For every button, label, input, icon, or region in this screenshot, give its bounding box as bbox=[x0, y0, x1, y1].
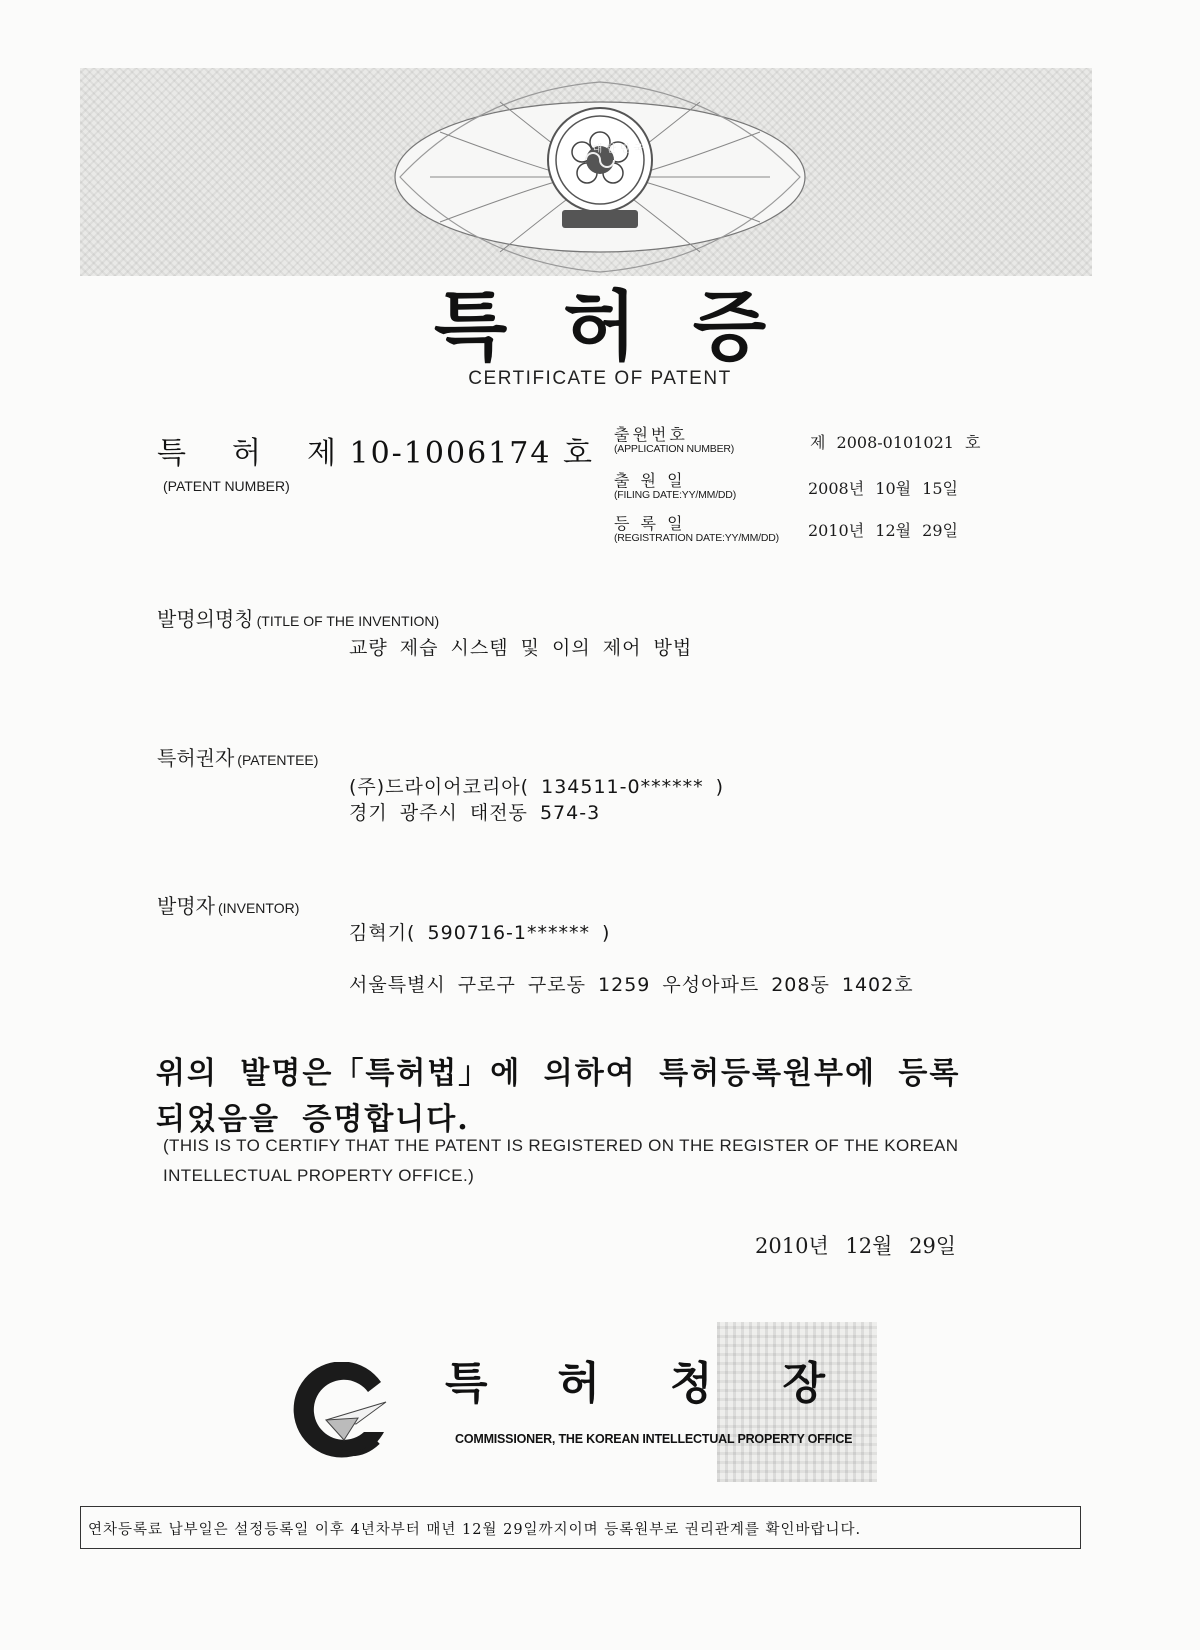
patent-je: 제 bbox=[306, 436, 338, 471]
annual-fee-notice: 연차등록료 납부일은 설정등록일 이후 4년차부터 매년 12월 29일까지이며 등록원부로 권리관계를 확인바랍니다. bbox=[80, 1506, 1081, 1549]
issue-date: 2010년 12월 29일 bbox=[755, 1234, 957, 1258]
commissioner-title: 특허청장 bbox=[445, 1358, 896, 1409]
registration-label-ko: 등 록 일 bbox=[614, 514, 686, 533]
patent-suffix: 호 bbox=[562, 436, 594, 471]
invention-heading bbox=[157, 603, 439, 632]
kipo-logo bbox=[286, 1362, 396, 1468]
certification-en-line1: (THIS IS TO CERTIFY THAT THE PATENT IS REGISTERED ON THE REGISTER OF THE KOREAN bbox=[163, 1136, 959, 1155]
patentee-label-en: (PATENTEE) bbox=[237, 752, 319, 768]
application-label-en: (APPLICATION NUMBER) bbox=[614, 443, 735, 455]
registration-date: 2010년 12월 29일 bbox=[808, 521, 958, 540]
patentee-heading bbox=[157, 742, 318, 771]
registration-label-en: (REGISTRATION DATE:YY/MM/DD) bbox=[614, 532, 779, 544]
inventor-name: 김혁기( 590716-1****** ) bbox=[349, 922, 611, 944]
commissioner-title-en: COMMISSIONER, THE KOREAN INTELLECTUAL PROPERTY OFFICE bbox=[455, 1432, 853, 1446]
inventor-label-ko: 발명자 bbox=[157, 894, 215, 918]
filing-label bbox=[614, 471, 736, 502]
application-label-ko: 출원번호 bbox=[614, 425, 688, 444]
inventor-heading bbox=[157, 890, 299, 919]
certification-en-line2: INTELLECTUAL PROPERTY OFFICE.) bbox=[163, 1166, 475, 1185]
certification-ko-line2: 되었음을 증명합니다. bbox=[156, 1102, 470, 1137]
emblem-ribbon-text: 대한민국 bbox=[592, 144, 648, 155]
patent-number-label-en: (PATENT NUMBER) bbox=[163, 478, 290, 494]
inventor-address: 서울특별시 구로구 구로동 1259 우성아파트 208동 1402호 bbox=[349, 974, 914, 996]
inventor-label-en: (INVENTOR) bbox=[217, 900, 300, 916]
certificate-title: 특허증 bbox=[433, 282, 823, 371]
certificate-title-en: CERTIFICATE OF PATENT bbox=[468, 368, 732, 389]
patentee-label-ko: 특허권자 bbox=[157, 746, 235, 770]
filing-label-en: (FILING DATE:YY/MM/DD) bbox=[614, 489, 736, 501]
invention-title: 교량 제습 시스템 및 이의 제어 방법 bbox=[349, 637, 693, 659]
filing-label-ko: 출 원 일 bbox=[614, 471, 686, 490]
patent-mid: 허 bbox=[231, 436, 263, 471]
patent-number-line bbox=[157, 428, 594, 472]
application-number: 제 2008-0101021 호 bbox=[810, 433, 981, 452]
registration-label bbox=[614, 514, 779, 545]
certification-ko-line1: 위의 발명은「특허법」에 의하여 특허등록원부에 등록 bbox=[156, 1056, 961, 1091]
national-emblem bbox=[380, 72, 820, 282]
patentee-address: 경기 광주시 태전동 574-3 bbox=[349, 802, 601, 824]
patent-number: 10-1006174 bbox=[349, 436, 552, 471]
invention-label-ko: 발명의명칭 bbox=[157, 607, 254, 631]
patent-prefix: 특 bbox=[157, 436, 188, 471]
invention-label-en: (TITLE OF THE INVENTION) bbox=[256, 613, 440, 629]
patentee-name: (주)드라이어코리아( 134511-0****** ) bbox=[349, 776, 725, 798]
filing-date: 2008년 10월 15일 bbox=[808, 479, 958, 498]
application-label bbox=[614, 425, 735, 456]
